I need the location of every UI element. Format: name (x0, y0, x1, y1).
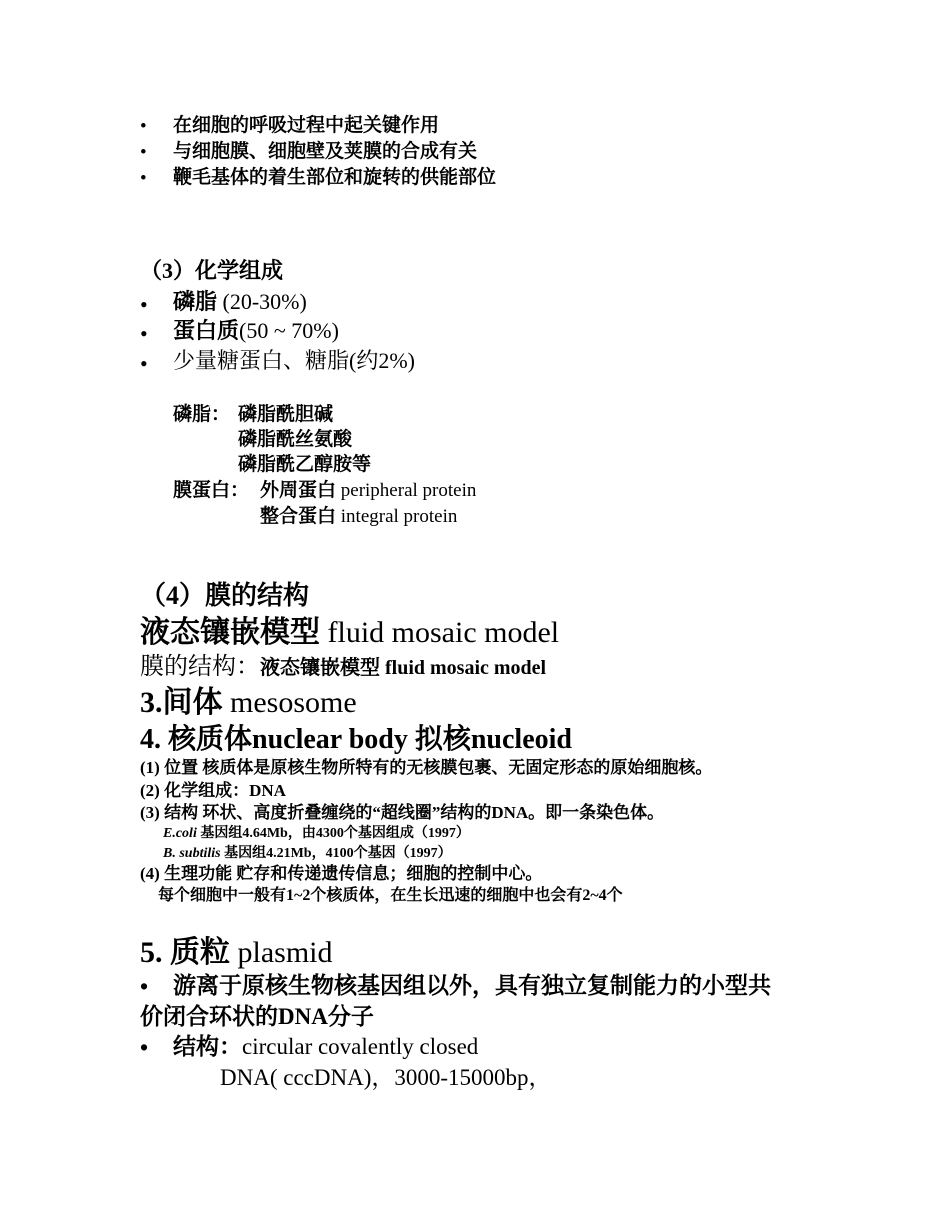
structure-prefix: 膜的结构： (140, 654, 260, 680)
chem-item-label: 磷脂 (173, 289, 218, 314)
nucleoid-structure (140, 804, 664, 821)
structure-en: fluid mosaic model (380, 657, 547, 679)
plasmid-def-line1: 游离于原核生物核基因组以外，具有独立复制能力的小型共 (173, 973, 771, 998)
item-label: (1) 位置 (140, 758, 199, 777)
nucleoid-position (140, 759, 712, 776)
model-en: fluid mosaic model (320, 616, 560, 649)
chem-item-phospholipid (173, 291, 307, 313)
species-name: E.coli (163, 826, 197, 841)
bullet-glyph: • (140, 168, 147, 189)
membrane-protein-peripheral (260, 481, 476, 500)
top-bullet-1: 在细胞的呼吸过程中起关键作用 (173, 115, 440, 136)
mesosome-cn: 3.间体 (140, 686, 223, 719)
item-label: (3) 结构 (140, 803, 199, 822)
item-text: 环状、高度折叠缠绕的“超线圈”结构的DNA。即一条染色体。 (198, 803, 665, 822)
phospholipid-label: 磷脂： (173, 404, 231, 425)
item-label: (4) 生理功能 (140, 864, 233, 883)
bullet-glyph: • (140, 351, 148, 376)
structure-heading: （4）膜的结构 (140, 581, 310, 610)
phospholipid-type: 磷脂酰乙醇胺等 (238, 454, 372, 475)
model-cn: 液态镶嵌模型 (140, 616, 320, 649)
top-bullet-3: 鞭毛基体的着生部位和旋转的供能部位 (173, 167, 497, 188)
genome-text: 基因组4.21Mb，4100个基因（1997） (220, 846, 452, 861)
mesosome-en: mesosome (222, 686, 357, 719)
bullet-glyph: • (140, 974, 149, 999)
chem-item-value: (20-30%) (217, 289, 307, 314)
protein-cn: 外周蛋白 (260, 480, 337, 501)
bullet-glyph: • (140, 321, 148, 346)
item-text: 贮存和传递遗传信息；细胞的控制中心。 (232, 864, 543, 883)
top-bullet-2: 与细胞膜、细胞壁及荚膜的合成有关 (173, 141, 478, 162)
bullet-glyph: • (140, 292, 148, 317)
membrane-protein-integral (260, 507, 457, 526)
chem-item-protein (173, 320, 339, 342)
bullet-glyph: • (140, 142, 147, 163)
plasmid-structure-label: 结构： (173, 1034, 242, 1059)
bsubtilis-genome (163, 847, 452, 861)
phospholipid-type: 磷脂酰胆碱 (238, 404, 334, 425)
plasmid-heading (140, 938, 333, 968)
membrane-protein-label: 膜蛋白： (173, 480, 250, 501)
nucleoid-note: 每个细胞中一般有1~2个核质体，在生长迅速的细胞中也会有2~4个 (158, 887, 623, 904)
protein-cn: 整合蛋白 (260, 506, 337, 527)
protein-en: peripheral protein (336, 480, 477, 501)
genome-text: 基因组4.64Mb，由4300个基因组成（1997） (196, 826, 470, 841)
bullet-glyph: • (140, 116, 147, 137)
structure-line (140, 655, 546, 679)
protein-en: integral protein (336, 506, 458, 527)
mesosome-heading (140, 688, 357, 718)
chem-item-glyco: 少量糖蛋白、糖脂(约2%) (173, 348, 415, 373)
structure-cn: 液态镶嵌模型 (260, 657, 380, 679)
ecoli-genome (163, 827, 470, 841)
nucleoid-function (140, 865, 542, 882)
plasmid-structure (173, 1035, 478, 1058)
plasmid-cn: 5. 质粒 (140, 936, 230, 969)
item-text: 核质体是原核生物所特有的无核膜包裹、无固定形态的原始细胞核。 (198, 758, 713, 777)
plasmid-structure-text: circular covalently closed (242, 1034, 479, 1059)
chem-item-label: 蛋白质 (173, 318, 240, 343)
plasmid-structure-line2: DNA( cccDNA)，3000-15000bp， (220, 1065, 552, 1090)
fluid-mosaic-title (140, 618, 559, 648)
chem-item-value: (50 ~ 70%) (239, 318, 339, 343)
chem-heading: （3）化学组成 (140, 258, 284, 283)
bullet-glyph: • (140, 1035, 149, 1060)
phospholipid-type: 磷脂酰丝氨酸 (238, 429, 353, 450)
item-label: (2) 化学组成： (140, 781, 250, 800)
plasmid-def-line2: 价闭合环状的DNA分子 (140, 1004, 374, 1029)
nucleoid-chemistry (140, 782, 286, 799)
item-text: DNA (249, 781, 286, 800)
species-name: B. subtilis (163, 846, 221, 861)
nucleoid-heading: 4. 核质体nuclear body 拟核nucleoid (140, 724, 572, 755)
plasmid-en: plasmid (230, 936, 333, 969)
